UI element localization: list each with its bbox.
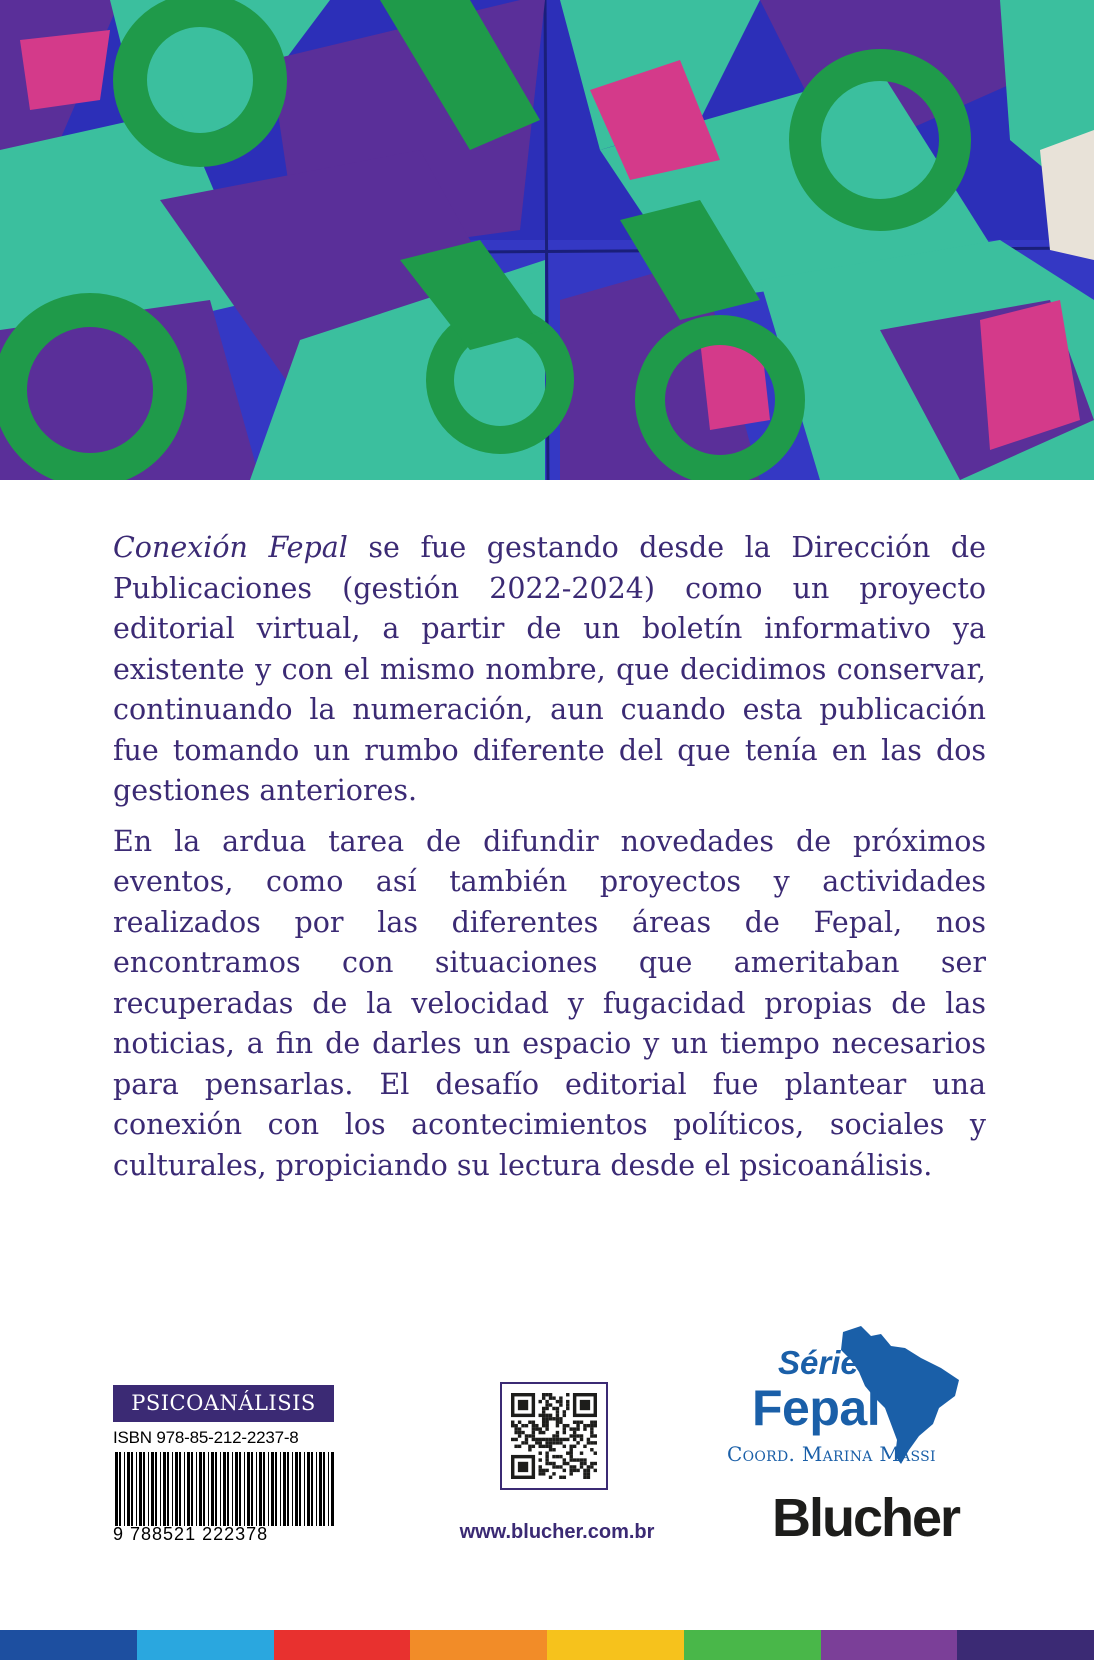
- cover-artwork: [0, 0, 1094, 480]
- color-strip-segment: [547, 1630, 684, 1660]
- blurb-paragraph-1: [113, 528, 986, 812]
- series-name: Fepal: [752, 1380, 881, 1436]
- qr-code-icon: [511, 1393, 597, 1479]
- color-strip: [0, 1630, 1094, 1660]
- back-cover-blurb: [113, 528, 986, 1196]
- series-coordinator: Coord. Marina Massi: [727, 1442, 936, 1466]
- color-strip-segment: [684, 1630, 821, 1660]
- blurb-paragraph-2: En la ardua tarea de difundir novedades de próximos eventos, como así también proyectos y actividades realizados por las diferentes áreas de Fepal, nos encontramos con situaciones que ameritaban ser recuperadas de la velocidad y fugacidad propias de las noticias, a fin de darles un espacio y un tiempo necesarios para pensarlas. El desafío editorial fue plantear una conexión con los acontecimientos políticos, sociales y culturales, propiciando su lectura desde el psicoanálisis.: [113, 824, 986, 1182]
- publisher-logo: Blucher: [772, 1488, 960, 1548]
- color-strip-segment: [137, 1630, 274, 1660]
- isbn-label: ISBN 978-85-212-2237-8: [113, 1428, 299, 1447]
- color-strip-segment: [274, 1630, 411, 1660]
- blurb-paragraph-1-text: se fue gestando desde la Dirección de Publicaciones (gestión 2022-2024) como un proyecto editorial virtual, a partir de un boletín informativo ya existente y con el mismo nombre, que decidimos conservar, continuando la numeración, aun cuando esta publicación fue tomando un rumbo diferente del que tenía en las dos gestiones anteriores.: [113, 531, 986, 807]
- series-label: Série: [778, 1344, 859, 1381]
- barcode-digits: 9 788521 222378: [113, 1524, 269, 1544]
- category-label: PSICOANÁLISIS: [113, 1385, 334, 1422]
- color-strip-segment: [0, 1630, 137, 1660]
- barcode-icon: [113, 1452, 334, 1526]
- color-strip-segment: [821, 1630, 958, 1660]
- website-link[interactable]: www.blucher.com.br: [459, 1521, 655, 1543]
- blurb-title: Conexión Fepal: [113, 531, 348, 564]
- qr-code-frame: [500, 1382, 608, 1490]
- color-strip-segment: [410, 1630, 547, 1660]
- color-strip-segment: [957, 1630, 1094, 1660]
